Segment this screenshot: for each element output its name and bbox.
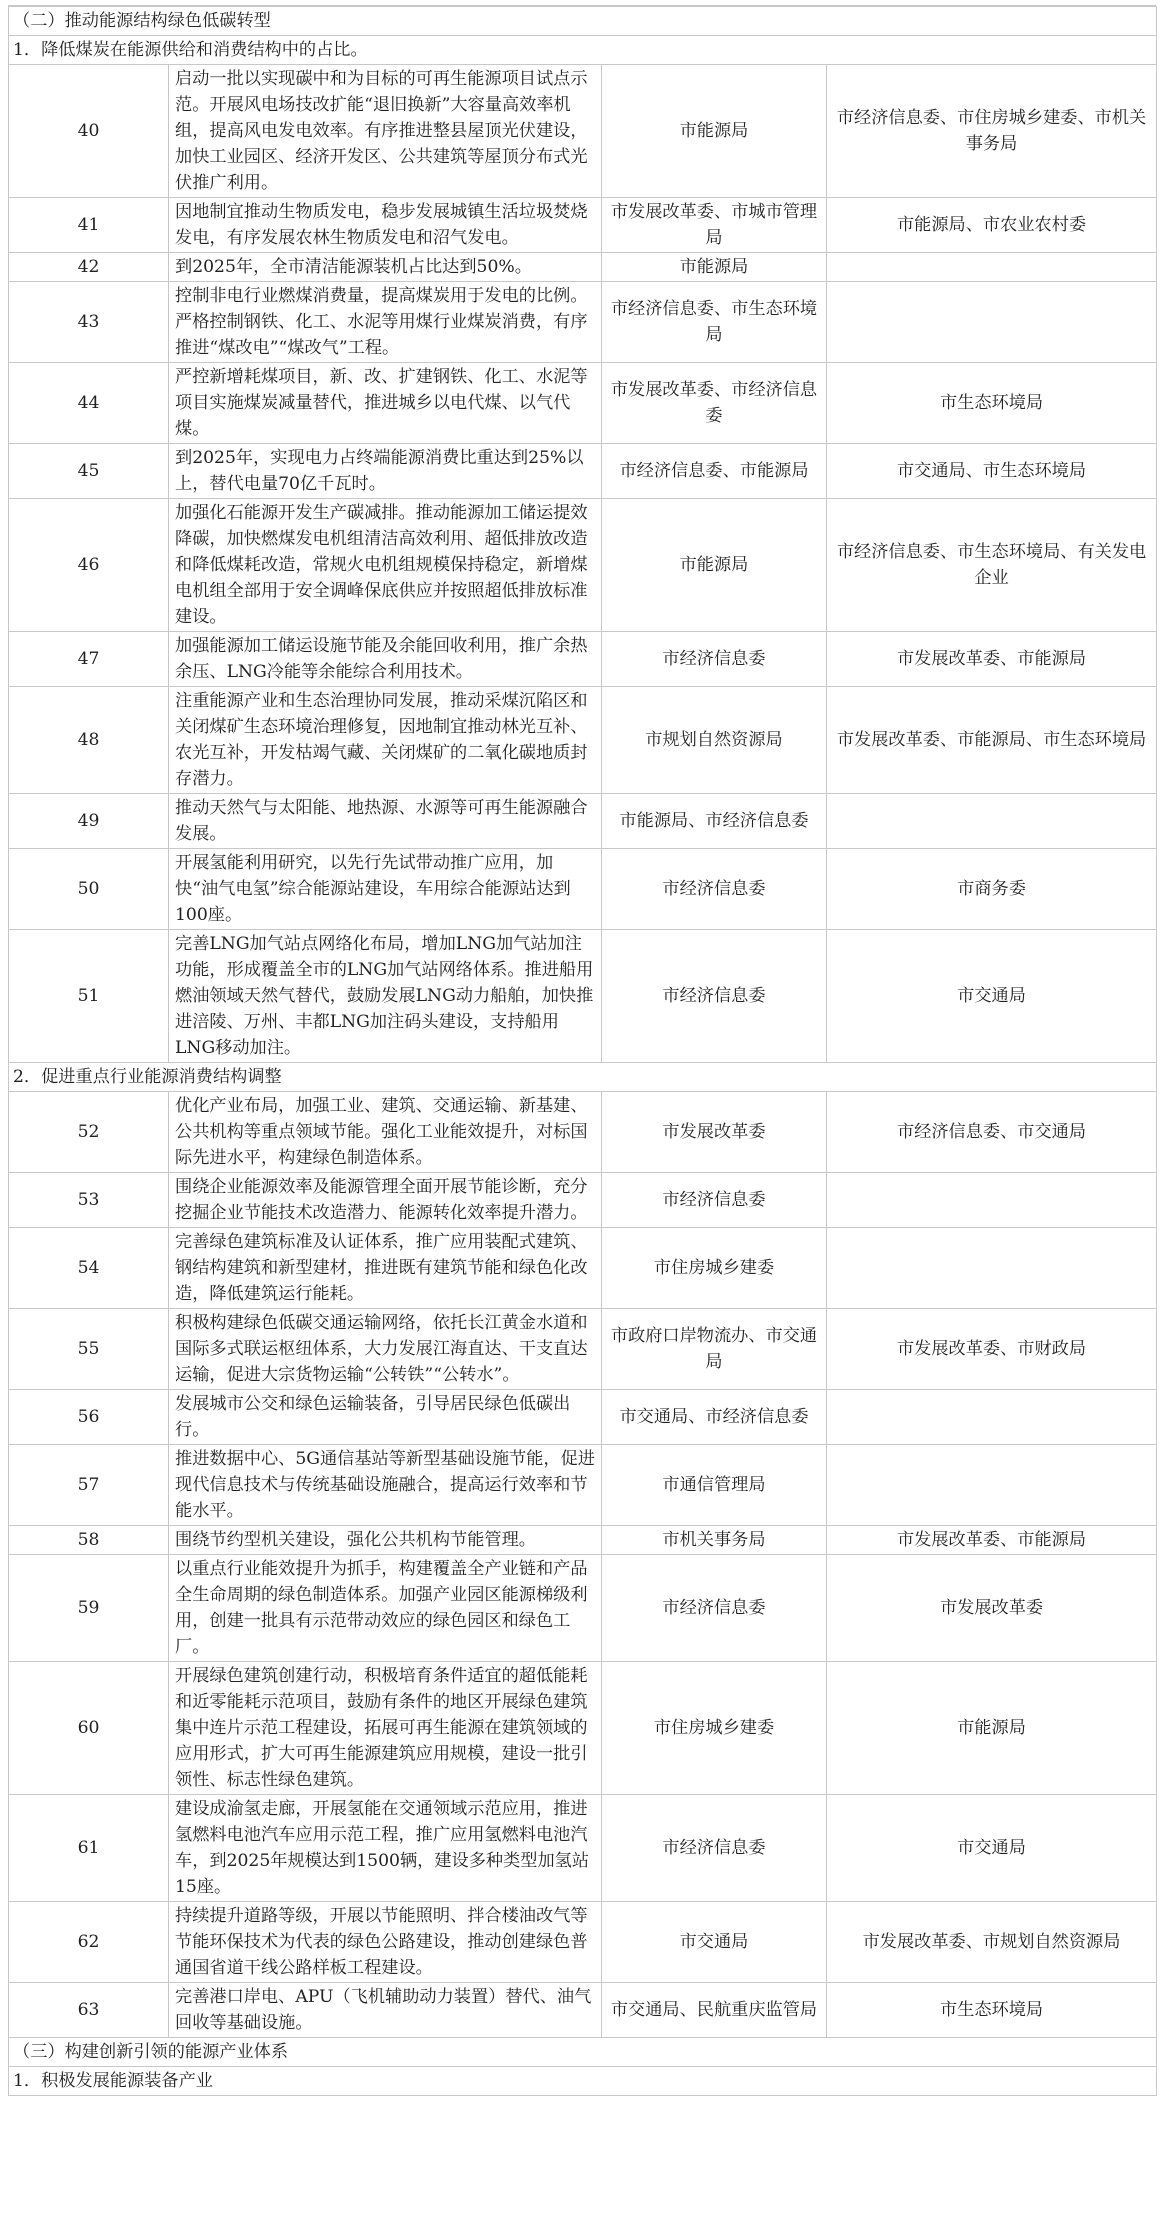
lead-department: 市能源局 (602, 499, 827, 632)
cooperating-departments: 市生态环境局 (827, 1983, 1157, 2038)
subsection-heading: 1．降低煤炭在能源供给和消费结构中的占比。 (9, 36, 1157, 65)
row-number: 52 (9, 1092, 169, 1173)
cooperating-departments (827, 282, 1157, 363)
row-number: 41 (9, 198, 169, 253)
section-heading-row (9, 7, 1157, 36)
lead-department: 市规划自然资源局 (602, 687, 827, 794)
lead-department: 市发展改革委 (602, 1092, 827, 1173)
lead-department: 市住房城乡建委 (602, 1662, 827, 1795)
table-row (9, 1173, 1157, 1228)
table-row (9, 363, 1157, 444)
lead-department: 市政府口岸物流办、市交通局 (602, 1309, 827, 1390)
cooperating-departments: 市经济信息委、市交通局 (827, 1092, 1157, 1173)
row-number: 44 (9, 363, 169, 444)
task-description: 到2025年，实现电力占终端能源消费比重达到25%以上，替代电量70亿千瓦时。 (169, 444, 602, 499)
table-row (9, 1526, 1157, 1555)
task-description: 推动天然气与太阳能、地热源、水源等可再生能源融合发展。 (169, 794, 602, 849)
subsection-heading: 1．积极发展能源装备产业 (9, 2067, 1157, 2096)
table-row (9, 1309, 1157, 1390)
row-number: 60 (9, 1662, 169, 1795)
table-row (9, 1795, 1157, 1902)
task-description: 发展城市公交和绿色运输装备，引导居民绿色低碳出行。 (169, 1390, 602, 1445)
cooperating-departments: 市发展改革委 (827, 1555, 1157, 1662)
task-description: 完善LNG加气站点网络化布局，增加LNG加气站加注功能，形成覆盖全市的LNG加气站网络体系。推进船用燃油领域天然气替代，鼓励发展LNG动力船舶，加快推进涪陵、万州、丰都LNG加注码头建设，支持船用LNG移动加注。 (169, 930, 602, 1063)
lead-department: 市能源局 (602, 65, 827, 198)
task-description: 严控新增耗煤项目，新、改、扩建钢铁、化工、水泥等项目实施煤炭减量替代，推进城乡以电代煤、以气代煤。 (169, 363, 602, 444)
task-table (8, 6, 1157, 2096)
row-number: 43 (9, 282, 169, 363)
lead-department: 市经济信息委 (602, 1173, 827, 1228)
task-description: 推进数据中心、5G通信基站等新型基础设施节能，促进现代信息技术与传统基础设施融合，提高运行效率和节能水平。 (169, 1445, 602, 1526)
cooperating-departments: 市发展改革委、市能源局、市生态环境局 (827, 687, 1157, 794)
document-page (8, 0, 1156, 2096)
table-row (9, 1092, 1157, 1173)
subsection-heading-row (9, 2067, 1157, 2096)
cooperating-departments: 市能源局 (827, 1662, 1157, 1795)
cooperating-departments: 市发展改革委、市能源局 (827, 1526, 1157, 1555)
row-number: 40 (9, 65, 169, 198)
task-description: 注重能源产业和生态治理协同发展，推动采煤沉陷区和关闭煤矿生态环境治理修复，因地制宜推动林光互补、农光互补，开发枯竭气藏、关闭煤矿的二氧化碳地质封存潜力。 (169, 687, 602, 794)
cooperating-departments (827, 1173, 1157, 1228)
task-description: 围绕企业能源效率及能源管理全面开展节能诊断，充分挖掘企业节能技术改造潜力、能源转化效率提升潜力。 (169, 1173, 602, 1228)
section-heading: （三）构建创新引领的能源产业体系 (9, 2038, 1157, 2067)
table-row (9, 65, 1157, 198)
row-number: 59 (9, 1555, 169, 1662)
table-row (9, 1983, 1157, 2038)
cooperating-departments: 市生态环境局 (827, 363, 1157, 444)
cooperating-departments: 市交通局、市生态环境局 (827, 444, 1157, 499)
cooperating-departments: 市发展改革委、市能源局 (827, 632, 1157, 687)
section-heading-row (9, 2038, 1157, 2067)
table-row (9, 687, 1157, 794)
task-table-body (9, 7, 1157, 2096)
cooperating-departments: 市交通局 (827, 1795, 1157, 1902)
row-number: 54 (9, 1228, 169, 1309)
table-row (9, 282, 1157, 363)
task-description: 加强能源加工储运设施节能及余能回收利用，推广余热余压、LNG冷能等余能综合利用技术。 (169, 632, 602, 687)
task-description: 开展氢能利用研究，以先行先试带动推广应用，加快“油气电氢”综合能源站建设，车用综合能源站达到100座。 (169, 849, 602, 930)
table-row (9, 499, 1157, 632)
cooperating-departments (827, 1390, 1157, 1445)
lead-department: 市经济信息委 (602, 632, 827, 687)
cooperating-departments: 市交通局 (827, 930, 1157, 1063)
lead-department: 市通信管理局 (602, 1445, 827, 1526)
lead-department: 市经济信息委、市生态环境局 (602, 282, 827, 363)
task-description: 优化产业布局，加强工业、建筑、交通运输、新基建、公共机构等重点领域节能。强化工业能效提升，对标国际先进水平，构建绿色制造体系。 (169, 1092, 602, 1173)
task-description: 完善港口岸电、APU（飞机辅助动力装置）替代、油气回收等基础设施。 (169, 1983, 602, 2038)
lead-department: 市交通局 (602, 1902, 827, 1983)
task-description: 启动一批以实现碳中和为目标的可再生能源项目试点示范。开展风电场技改扩能“退旧换新”大容量高效率机组，提高风电发电效率。有序推进整县屋顶光伏建设，加快工业园区、经济开发区、公共建筑等屋顶分布式光伏推广利用。 (169, 65, 602, 198)
lead-department: 市发展改革委、市城市管理局 (602, 198, 827, 253)
row-number: 53 (9, 1173, 169, 1228)
cooperating-departments (827, 253, 1157, 282)
lead-department: 市交通局、民航重庆监管局 (602, 1983, 827, 2038)
task-description: 开展绿色建筑创建行动，积极培育条件适宜的超低能耗和近零能耗示范项目，鼓励有条件的地区开展绿色建筑集中连片示范工程建设，拓展可再生能源在建筑领域的应用形式，扩大可再生能源建筑应用规模，建设一批引领性、标志性绿色建筑。 (169, 1662, 602, 1795)
task-description: 到2025年，全市清洁能源装机占比达到50%。 (169, 253, 602, 282)
cooperating-departments: 市发展改革委、市规划自然资源局 (827, 1902, 1157, 1983)
table-row (9, 1555, 1157, 1662)
task-description: 以重点行业能效提升为抓手，构建覆盖全产业链和产品全生命周期的绿色制造体系。加强产业园区能源梯级利用，创建一批具有示范带动效应的绿色园区和绿色工厂。 (169, 1555, 602, 1662)
table-row (9, 253, 1157, 282)
table-row (9, 1228, 1157, 1309)
table-row (9, 1902, 1157, 1983)
row-number: 58 (9, 1526, 169, 1555)
task-description: 积极构建绿色低碳交通运输网络，依托长江黄金水道和国际多式联运枢纽体系，大力发展江海直达、干支直达运输，促进大宗货物运输“公转铁”“公转水”。 (169, 1309, 602, 1390)
row-number: 46 (9, 499, 169, 632)
subsection-heading: 2．促进重点行业能源消费结构调整 (9, 1063, 1157, 1092)
task-description: 完善绿色建筑标准及认证体系，推广应用装配式建筑、钢结构建筑和新型建材，推进既有建筑节能和绿色化改造，降低建筑运行能耗。 (169, 1228, 602, 1309)
lead-department: 市住房城乡建委 (602, 1228, 827, 1309)
row-number: 55 (9, 1309, 169, 1390)
table-row (9, 198, 1157, 253)
table-row (9, 794, 1157, 849)
cooperating-departments (827, 1228, 1157, 1309)
lead-department: 市交通局、市经济信息委 (602, 1390, 827, 1445)
row-number: 50 (9, 849, 169, 930)
row-number: 62 (9, 1902, 169, 1983)
task-description: 建设成渝氢走廊，开展氢能在交通领域示范应用，推进氢燃料电池汽车应用示范工程，推广应用氢燃料电池汽车，到2025年规模达到1500辆，建设多种类型加氢站15座。 (169, 1795, 602, 1902)
cooperating-departments (827, 1445, 1157, 1526)
lead-department: 市机关事务局 (602, 1526, 827, 1555)
table-row (9, 444, 1157, 499)
lead-department: 市经济信息委 (602, 1795, 827, 1902)
task-description: 围绕节约型机关建设，强化公共机构节能管理。 (169, 1526, 602, 1555)
lead-department: 市发展改革委、市经济信息委 (602, 363, 827, 444)
lead-department: 市能源局 (602, 253, 827, 282)
table-row (9, 849, 1157, 930)
task-description: 因地制宜推动生物质发电，稳步发展城镇生活垃圾焚烧发电，有序发展农林生物质发电和沼气发电。 (169, 198, 602, 253)
table-row (9, 1390, 1157, 1445)
cooperating-departments: 市发展改革委、市财政局 (827, 1309, 1157, 1390)
table-row (9, 632, 1157, 687)
row-number: 61 (9, 1795, 169, 1902)
task-description: 控制非电行业燃煤消费量，提高煤炭用于发电的比例。严格控制钢铁、化工、水泥等用煤行业煤炭消费，有序推进“煤改电”“煤改气”工程。 (169, 282, 602, 363)
row-number: 51 (9, 930, 169, 1063)
table-row (9, 1445, 1157, 1526)
table-row (9, 930, 1157, 1063)
subsection-heading-row (9, 1063, 1157, 1092)
subsection-heading-row (9, 36, 1157, 65)
row-number: 42 (9, 253, 169, 282)
row-number: 48 (9, 687, 169, 794)
cooperating-departments: 市商务委 (827, 849, 1157, 930)
cooperating-departments: 市能源局、市农业农村委 (827, 198, 1157, 253)
lead-department: 市经济信息委 (602, 849, 827, 930)
row-number: 56 (9, 1390, 169, 1445)
lead-department: 市能源局、市经济信息委 (602, 794, 827, 849)
row-number: 57 (9, 1445, 169, 1526)
row-number: 49 (9, 794, 169, 849)
cooperating-departments (827, 794, 1157, 849)
lead-department: 市经济信息委 (602, 1555, 827, 1662)
lead-department: 市经济信息委 (602, 930, 827, 1063)
section-heading: （二）推动能源结构绿色低碳转型 (9, 7, 1157, 36)
row-number: 47 (9, 632, 169, 687)
table-row (9, 1662, 1157, 1795)
cooperating-departments: 市经济信息委、市住房城乡建委、市机关事务局 (827, 65, 1157, 198)
row-number: 45 (9, 444, 169, 499)
cooperating-departments: 市经济信息委、市生态环境局、有关发电企业 (827, 499, 1157, 632)
lead-department: 市经济信息委、市能源局 (602, 444, 827, 499)
row-number: 63 (9, 1983, 169, 2038)
task-description: 加强化石能源开发生产碳减排。推动能源加工储运提效降碳，加快燃煤发电机组清洁高效利用、超低排放改造和降低煤耗改造，常规火电机组规模保持稳定，新增煤电机组全部用于安全调峰保底供应并按照超低排放标准建设。 (169, 499, 602, 632)
task-description: 持续提升道路等级，开展以节能照明、拌合楼油改气等节能环保技术为代表的绿色公路建设，推动创建绿色普通国省道干线公路样板工程建设。 (169, 1902, 602, 1983)
